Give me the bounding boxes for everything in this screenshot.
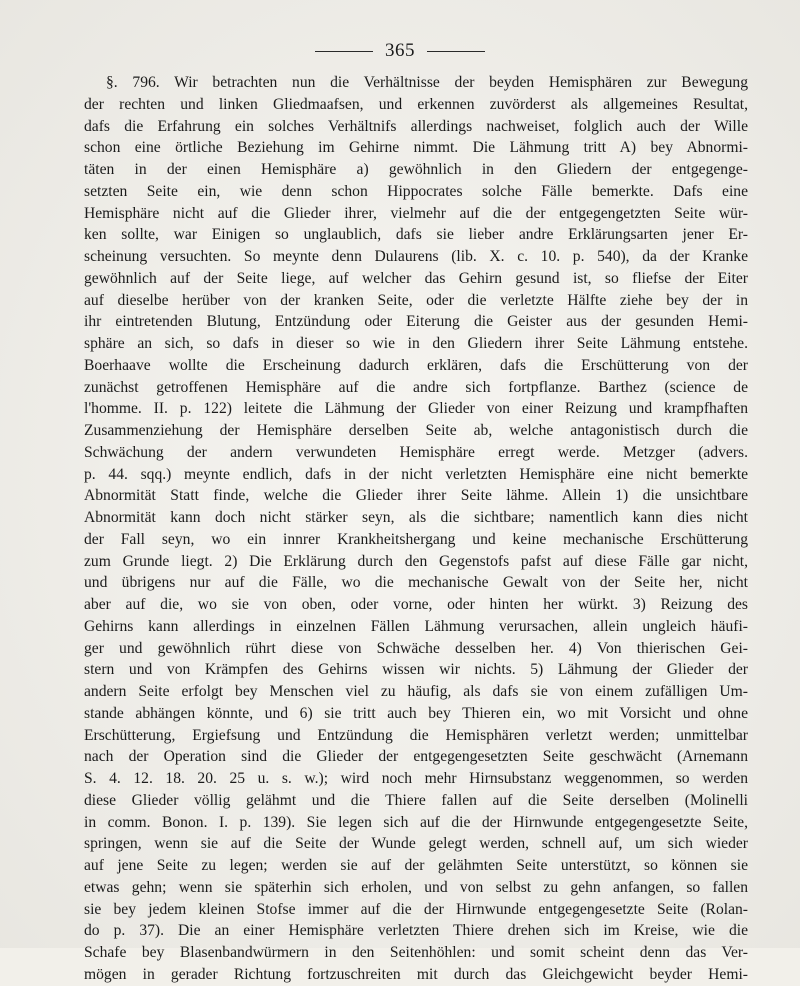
text-line: stern und von Krämpfen des Gehirns wissen wir nichts. 5) Lähmung der Glieder der <box>84 661 748 679</box>
text-line: Hemisphäre nicht auf die Glieder ihrer, vielmehr auf die der entgegengetzten Seite wür- <box>84 204 748 222</box>
text-line: schon eine örtliche Beziehung im Gehirne nimmt. Die Lähmung tritt A) bey Abnormi- <box>84 139 748 157</box>
text-line: Schwächung der andern verwundeten Hemisphäre erregt werde. Metzger (advers. <box>84 443 748 461</box>
text-line: etwas gehn; wenn sie späterhin sich erholen, und von selbst zu gehn anfangen, so fallen <box>84 878 748 896</box>
text-line: springen, wenn sie auf die Seite der Wunde gelegt werden, schnell auf, um sich wieder <box>84 835 748 853</box>
text-line: Erschütterung, Ergiefsung und Entzündung die Hemisphären verletzt werden; unmittelbar <box>84 726 748 744</box>
page-header <box>0 40 800 62</box>
text-line: sie bey jedem kleinen Stofse immer auf die der Hirnwunde entgegengesetzte Seite (Rolan- <box>84 900 748 918</box>
text-line: zum Grunde liegt. 2) Die Erklärung durch den Gegenstofs pafst auf diese Fälle gar nicht, <box>84 552 748 570</box>
header-rule-left <box>315 51 373 52</box>
text-line: in comm. Bonon. I. p. 139). Sie legen sich auf die der Hirnwunde entgegengesetzte Seite, <box>84 813 748 831</box>
text-line: p. 44. sqq.) meynte endlich, dafs in der nicht verletzten Hemisphäre eine nicht bemerkte <box>84 465 748 483</box>
text-line: Abnormität Statt finde, welche die Glieder ihrer Seite lähme. Allein 1) die unsichtbare <box>84 487 748 505</box>
text-line: scheinung versuchten. So meynte denn Dulaurens (lib. X. c. 10. p. 540), da der Kranke <box>84 248 748 265</box>
text-line: sphäre an sich, so dafs in dieser so wie in den Gliedern ihrer Seite Lähmung entstehe. <box>84 335 748 352</box>
text-line: §. 796. Wir betrachten nun die Verhältnisse der beyden Hemisphären zur Bewegung <box>106 74 748 91</box>
text-line: diese Glieder völlig gelähmt und die Thiere fallen auf die Seite derselben (Molinelli <box>84 791 748 809</box>
text-line: der rechten und linken Gliedmaafsen, und erkennen zuvörderst als allgemeines Resultat, <box>84 95 748 113</box>
text-line: stande abhängen könnte, und 6) sie tritt auch bey Thieren ein, wo mit Vorsicht und ohne <box>84 704 748 722</box>
text-line: der Fall seyn, wo ein innrer Krankheitshergang und keine mechanische Erschütterung <box>84 530 748 548</box>
text-line: mögen in gerader Richtung fortzuschreiten mit durch das Gleichgewicht beyder Hemi- <box>84 965 748 983</box>
text-line: nach der Operation sind die Glieder der entgegengesetzten Seite geschwächt (Arnemann <box>84 748 748 766</box>
text-line: täten in der einen Hemisphäre a) gewöhnlich in den Gliedern der entgegenge- <box>84 161 748 178</box>
text-line: zunächst getroffenen Hemisphäre auf die andre sich fortpflanze. Barthez (science de <box>84 378 748 396</box>
text-line: S. 4. 12. 18. 20. 25 u. s. w.); wird noch mehr Hirnsubstanz weggenommen, so werden <box>84 770 748 787</box>
text-line: Boerhaave wollte die Erscheinung dadurch erklären, dafs die Erschütterung von der <box>84 356 748 374</box>
page-number: 365 <box>385 40 415 61</box>
body-text <box>84 72 748 986</box>
text-line: do p. 37). Die an einer Hemisphäre verletzten Thiere drehen sich im Kreise, wie die <box>84 922 748 940</box>
text-line: Abnormität kann doch nicht stärker seyn, als die sichtbare; namentlich kann dies nicht <box>84 509 748 526</box>
text-line: gewöhnlich auf der Seite liege, auf welcher das Gehirn gesund ist, so fliefse der Eiter <box>84 269 748 287</box>
text-line: auf jene Seite zu legen; werden sie auf der gelähmten Seite unterstützt, so können sie <box>84 857 748 874</box>
text-line: andern Seite erfolgt bey Menschen viel zu häufig, als dafs sie von einem zufälligen Um- <box>84 683 748 700</box>
text-line: aber auf die, wo sie von oben, oder vorne, oder hinten her würkt. 3) Reizung des <box>84 596 748 613</box>
text-line: Zusammenziehung der Hemisphäre derselben Seite ab, welche antagonistisch durch die <box>84 422 748 439</box>
text-line: ken sollte, war Einigen so unglaublich, dafs sie lieber andre Erklärungsarten jener Er- <box>84 226 748 244</box>
text-line: dafs die Erfahrung ein solches Verhältnifs allerdings nachweiset, folglich auch der Wille <box>84 117 748 135</box>
text-line: ger und gewöhnlich rührt diese von Schwäche desselben her. 4) Von thierischen Gei- <box>84 639 748 657</box>
text-line: l'homme. II. p. 122) leitete die Lähmung der Glieder von einer Reizung und krampfhaften <box>84 400 748 418</box>
text-line: setzten Seite ein, wie denn schon Hippocrates solche Fälle bemerkte. Dafs eine <box>84 182 748 200</box>
text-line: Gehirns kann allerdings in einzelnen Fällen Lähmung verursachen, allein ungleich häufi- <box>84 617 748 635</box>
text-line: auf dieselbe herüber von der kranken Seite, oder die verletzte Hälfte ziehe bey der in <box>84 291 748 309</box>
text-line: Schafe bey Blasenbandwürmern in den Seitenhöhlen: und somit scheint denn das Ver- <box>84 944 748 961</box>
header-rule-right <box>427 51 485 52</box>
text-line: und übrigens nur auf die Fälle, wo die mechanische Gewalt von der Seite her, nicht <box>84 574 748 592</box>
text-line: ihr eintretenden Blutung, Entzündung oder Eiterung die Geister aus der gesunden Hemi- <box>84 313 748 331</box>
